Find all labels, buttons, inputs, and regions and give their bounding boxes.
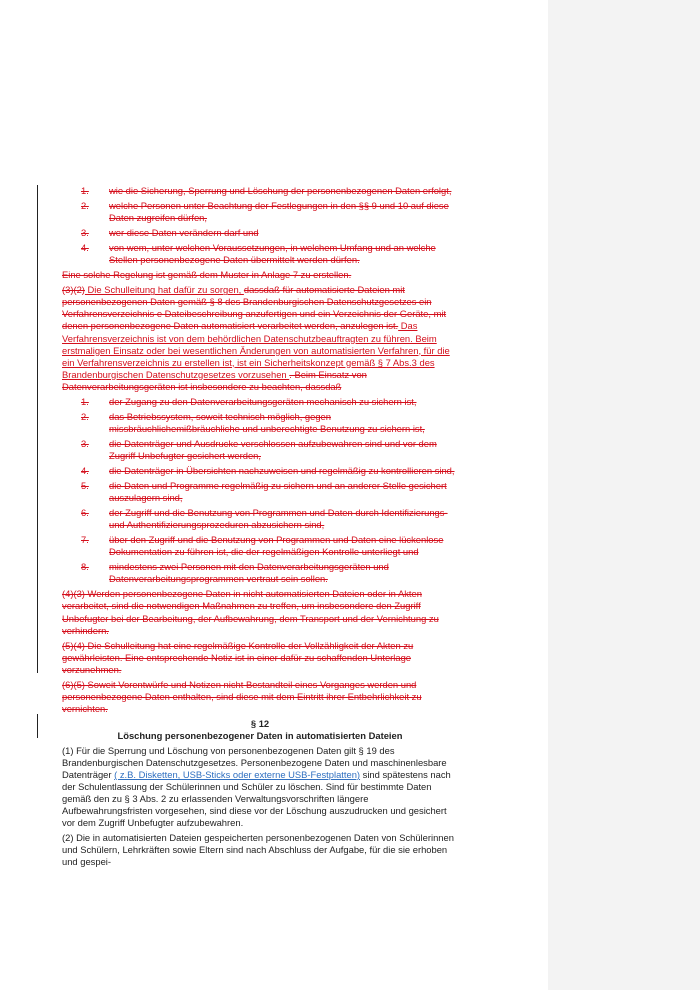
text-run: Die Schulleitung hat dafür zu sorgen, (84, 284, 244, 296)
list-number: 5. (81, 480, 89, 492)
list-item (62, 200, 458, 224)
paragraph-4: (4)(3) Werden personenbezogene Daten in nicht automatisierten Dateien oder in Akten verarbeitet, sind die notwendigen Maßnahmen zu treffen, um insbesondere den Zugriff Unbefugter bei der Bearbeitung, der Aufbewahrung, dem Transport und der Vernichtung zu verhindern. (62, 588, 439, 636)
list-text: die Datenträger in Übersichten nachzuweisen und regelmäßig zu kontrollieren sind, (109, 464, 455, 476)
list-number: 7. (81, 534, 89, 546)
list-item (62, 185, 458, 197)
list-item (62, 561, 458, 585)
text-run: Das Verfahrensverzeichnis ist von dem behördlichen Datenschutzbeauftragten zu führen. Beim erstmaligen Einsatz oder bei wesentlichen Änderungen von automatisierten Verfahren, für die ein Verfahrensverzeichnis zu erstellen ist, ist ein Sicherheitskonzept gemäß § 7 Abs.3 des Brandenburgischen Datenschutzgesetzes vorzusehen (62, 320, 450, 380)
section-paragraph-2: (2) Die in automatisierten Dateien gespeicherten personenbezogenen Daten von Schülerinnen und Schülern, Lehrkräften sowie Eltern sind nach Abschluss der Aufgabe, für die sie erhoben und gespei- (62, 832, 454, 868)
list-text: mindestens zwei Personen mit den Datenverarbeitungsgeräten und Datenverarbeitungsprogrammen vertraut sein sollen. (109, 561, 389, 585)
list-text: wie die Sicherung, Sperrung und Löschung der personenbezogenen Daten erfolgt, (109, 185, 452, 196)
list-text: von wem, unter welchen Voraussetzungen, in welchem Umfang und an welche Stellen personenbezogene Daten übermittelt werden dürfen. (109, 242, 436, 266)
paragraph-5: (5)(4) Die Schulleitung hat eine regelmäßige Kontrolle der Vollzähligkeit der Akten zu gewährleisten. Eine entsprechende Notiz ist in einer dafür zu schaffenden Unterlage vorzunehmen. (62, 639, 414, 675)
change-bar (37, 714, 38, 738)
list-item (62, 480, 458, 504)
list-item (62, 396, 458, 408)
list-number: 3. (81, 227, 89, 239)
list-item (62, 227, 458, 239)
list-number: 1. (81, 395, 89, 407)
text-run: . Beim Einsatz von Datenverarbeitungsgeräten ist insbesondere zu beachten, dassdaß (62, 368, 367, 392)
list-item (62, 242, 458, 266)
text-run: (1) Für die Sperrung und Löschung von personenbezogenen Daten gilt § 19 des Brandenburgischen Datenschutzgesetzes. Personenbezogene Daten und maschinenlesbare Datenträger (62, 744, 447, 781)
document-body (62, 185, 458, 871)
paragraph-6: (6)(5) Soweit Vorentwürfe und Notizen nicht Bestandteil eines Vorganges werden und personenbezogene Daten enthalten, sind diese mit dem Eintritt ihrer Entbehrlichkeit zu vernichten. (62, 678, 422, 714)
list-number: 2. (81, 200, 89, 212)
change-bar (37, 185, 38, 673)
list-item (62, 411, 458, 435)
text-run: für automatisierte Dateien mit personenbezogenen Daten gemäß § 8 des Brandenburgischen Datenschutzgesetzes ein Verfahrensverzeichnis e Dateibeschreibung anzufertigen und ein Verzeichnis der Geräte, mit denen personenbezogene Daten automatisiert verarbeitet werden, anzulegen ist. (62, 284, 447, 332)
list-text: über den Zugriff und die Benutzung von Programmen und Daten eine lückenlose Dokumentation zu führen ist, die der regelmäßigen Kontrolle unterliegt und (109, 534, 444, 558)
list-text: der Zugang zu den Datenverarbeitungsgeräten mechanisch zu sichern ist, (109, 395, 417, 407)
list-item (62, 534, 458, 558)
list-text: welche Personen unter Beachtung der Festlegungen in den §§ 9 und 10 auf diese Daten zugreifen dürfen, (109, 200, 449, 224)
text-run: sind spätestens nach der Schulentlassung der Schülerinnen und Schüler zu löschen. Sind für bestimmte Daten gemäß den zu § 3 Abs. 2 zu erlassenden Verwaltungsvorschriften längere Aufbewahrungsfristen vorgesehen, sind diese vor der Löschung auszudrucken und gesichert vor dem Zugriff Unbefugter aufzubewahren. (62, 769, 451, 829)
regelung-paragraph: Eine solche Regelung ist gemäß dem Muster in Anlage 7 zu erstellen. (62, 269, 352, 281)
list-number: 6. (81, 507, 89, 519)
list-item (62, 465, 458, 477)
list-text: wer diese Daten verändern darf und (109, 227, 259, 239)
section-title: Löschung personenbezogener Daten in automatisierten Dateien (117, 729, 403, 741)
list-number: 4. (81, 464, 89, 476)
list-number: 4. (81, 242, 89, 254)
list-number: 1. (81, 185, 89, 196)
section-paragraph-1 (62, 745, 458, 829)
comment-margin (548, 0, 700, 990)
list-item (62, 438, 458, 462)
section-number: § 12 (250, 717, 270, 729)
inserted-link-text: ( z.B. Disketten, USB-Sticks oder externe USB-Festplatten) (114, 769, 361, 781)
paragraph-number: (3)(2) (62, 284, 85, 296)
list-text: das Betriebssystem, soweit technisch möglich, gegen missbräuchlichemißbräuchliche und unberechtigte Benutzung zu sichern ist, (109, 410, 425, 434)
list-number: 8. (81, 561, 89, 573)
list-text: der Zugriff und die Benutzung von Programmen und Daten durch Identifizierungs- und Authentifizierungsprozeduren abzusichern sind, (109, 507, 448, 531)
list-item (62, 507, 458, 531)
text-run: dassdaß (243, 284, 280, 296)
paragraph-3 (62, 284, 458, 392)
list-text: die Datenträger und Ausdrucke verschlossen aufzubewahren sind und vor dem Zugriff Unbefugter gesichert werden, (109, 437, 437, 461)
list-number: 3. (81, 437, 89, 449)
list-text: die Daten und Programme regelmäßig zu sichern und an anderer Stelle gesichert auszulagern sind, (109, 480, 447, 504)
list-number: 2. (81, 410, 89, 422)
